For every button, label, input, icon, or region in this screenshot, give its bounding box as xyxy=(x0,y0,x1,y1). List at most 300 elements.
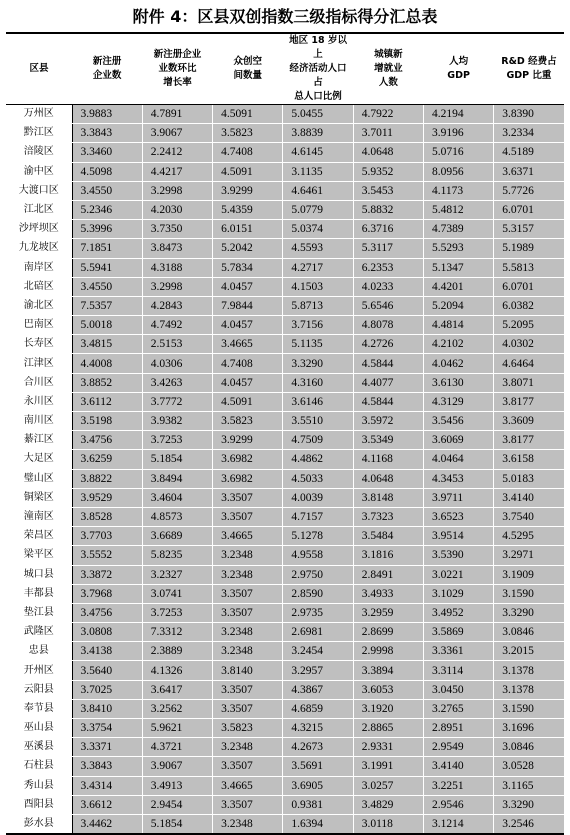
score-cell: 3.6612 xyxy=(72,795,142,814)
district-name-cell: 大渡口区 xyxy=(6,181,72,200)
score-cell: 4.2194 xyxy=(423,105,493,124)
table-row xyxy=(6,738,564,757)
score-cell: 5.3157 xyxy=(494,220,564,239)
table-row xyxy=(6,143,564,162)
district-name-cell: 石柱县 xyxy=(6,757,72,776)
score-cell: 2.6981 xyxy=(283,623,353,642)
score-cell: 3.4756 xyxy=(72,603,142,622)
score-cell: 3.5823 xyxy=(213,124,283,143)
score-cell: 3.5823 xyxy=(213,412,283,431)
score-cell: 3.3371 xyxy=(72,738,142,757)
score-cell: 7.5357 xyxy=(72,296,142,315)
score-cell: 3.3843 xyxy=(72,757,142,776)
score-cell: 6.0151 xyxy=(213,220,283,239)
score-cell: 5.2042 xyxy=(213,239,283,258)
score-cell: 2.5153 xyxy=(142,335,212,354)
score-cell: 8.0956 xyxy=(423,162,493,181)
score-cell: 3.3507 xyxy=(213,757,283,776)
score-cell: 6.0382 xyxy=(494,296,564,315)
header-cell-gdp-per-capita: 人均 GDP xyxy=(423,33,493,105)
table-row xyxy=(6,450,564,469)
score-cell: 2.9750 xyxy=(283,565,353,584)
score-cell: 3.4665 xyxy=(213,527,283,546)
score-cell: 4.0648 xyxy=(353,143,423,162)
score-cell: 4.3721 xyxy=(142,738,212,757)
score-cell: 3.6146 xyxy=(283,392,353,411)
score-cell: 4.7408 xyxy=(213,143,283,162)
score-cell: 2.8865 xyxy=(353,719,423,738)
score-cell: 3.2765 xyxy=(423,699,493,718)
score-cell: 2.9549 xyxy=(423,738,493,757)
score-cell: 3.6130 xyxy=(423,373,493,392)
score-cell: 5.8832 xyxy=(353,200,423,219)
score-cell: 2.3889 xyxy=(142,642,212,661)
table-row xyxy=(6,354,564,373)
score-cell: 2.2412 xyxy=(142,143,212,162)
score-cell: 3.9299 xyxy=(213,181,283,200)
district-name-cell: 开州区 xyxy=(6,661,72,680)
score-cell: 4.3160 xyxy=(283,373,353,392)
score-cell: 3.1135 xyxy=(283,162,353,181)
district-name-cell: 彭水县 xyxy=(6,814,72,834)
score-cell: 4.4217 xyxy=(142,162,212,181)
score-cell: 6.0701 xyxy=(494,277,564,296)
table-row xyxy=(6,680,564,699)
table-row xyxy=(6,507,564,526)
district-name-cell: 巴南区 xyxy=(6,316,72,335)
score-cell: 3.3507 xyxy=(213,680,283,699)
score-cell: 3.8410 xyxy=(72,699,142,718)
score-cell: 6.0701 xyxy=(494,200,564,219)
score-cell: 3.1165 xyxy=(494,776,564,795)
score-cell: 3.8148 xyxy=(353,488,423,507)
district-name-cell: 巫溪县 xyxy=(6,738,72,757)
score-cell: 5.3117 xyxy=(353,239,423,258)
score-cell: 3.2971 xyxy=(494,546,564,565)
score-cell: 3.3507 xyxy=(213,699,283,718)
score-cell: 3.3507 xyxy=(213,603,283,622)
score-cell: 5.1135 xyxy=(283,335,353,354)
score-cell: 3.9711 xyxy=(423,488,493,507)
header-row xyxy=(6,33,564,105)
score-cell: 3.6982 xyxy=(213,469,283,488)
score-cell: 4.7157 xyxy=(283,507,353,526)
header-cell-district: 区县 xyxy=(6,33,72,105)
score-cell: 3.1909 xyxy=(494,565,564,584)
district-name-cell: 南川区 xyxy=(6,412,72,431)
score-cell: 3.3872 xyxy=(72,565,142,584)
score-cell: 3.1696 xyxy=(494,719,564,738)
score-cell: 3.4462 xyxy=(72,814,142,834)
score-cell: 3.0528 xyxy=(494,757,564,776)
score-cell: 3.2348 xyxy=(213,814,283,834)
district-name-cell: 大足区 xyxy=(6,450,72,469)
score-cell: 4.3188 xyxy=(142,258,212,277)
score-cell: 4.7922 xyxy=(353,105,423,124)
score-cell: 3.3843 xyxy=(72,124,142,143)
score-cell: 2.8951 xyxy=(423,719,493,738)
score-cell: 4.5189 xyxy=(494,143,564,162)
score-cell: 3.2348 xyxy=(213,642,283,661)
score-cell: 3.7253 xyxy=(142,603,212,622)
score-cell: 2.8590 xyxy=(283,584,353,603)
district-name-cell: 巫山县 xyxy=(6,719,72,738)
score-cell: 3.3114 xyxy=(423,661,493,680)
score-cell: 3.3361 xyxy=(423,642,493,661)
score-cell: 4.5844 xyxy=(353,354,423,373)
district-name-cell: 万州区 xyxy=(6,105,72,124)
table-row xyxy=(6,162,564,181)
header-cell-new-employment: 城镇新 增就业 人数 xyxy=(353,33,423,105)
score-cell: 4.1168 xyxy=(353,450,423,469)
table-row xyxy=(6,814,564,834)
table-row xyxy=(6,181,564,200)
score-cell: 3.5198 xyxy=(72,412,142,431)
score-cell: 3.4665 xyxy=(213,335,283,354)
score-cell: 4.5091 xyxy=(213,392,283,411)
score-cell: 5.6546 xyxy=(353,296,423,315)
score-cell: 3.7703 xyxy=(72,527,142,546)
score-cell: 5.9352 xyxy=(353,162,423,181)
score-cell: 3.4815 xyxy=(72,335,142,354)
score-cell: 4.5593 xyxy=(283,239,353,258)
score-cell: 3.7540 xyxy=(494,507,564,526)
score-cell: 3.4550 xyxy=(72,277,142,296)
score-cell: 3.1214 xyxy=(423,814,493,834)
score-cell: 3.5484 xyxy=(353,527,423,546)
district-name-cell: 沙坪坝区 xyxy=(6,220,72,239)
table-row xyxy=(6,546,564,565)
score-cell: 3.2546 xyxy=(494,814,564,834)
score-cell: 3.2015 xyxy=(494,642,564,661)
score-cell: 3.4140 xyxy=(423,757,493,776)
score-cell: 3.4829 xyxy=(353,795,423,814)
score-cell: 3.2957 xyxy=(283,661,353,680)
district-name-cell: 铜梁区 xyxy=(6,488,72,507)
table-row xyxy=(6,431,564,450)
score-cell: 3.4913 xyxy=(142,776,212,795)
score-cell: 5.2094 xyxy=(423,296,493,315)
score-cell: 3.8177 xyxy=(494,431,564,450)
district-name-cell: 永川区 xyxy=(6,392,72,411)
score-cell: 4.0464 xyxy=(423,450,493,469)
score-cell: 4.2843 xyxy=(142,296,212,315)
score-cell: 4.7891 xyxy=(142,105,212,124)
header-cell-new-enterprises: 新注册 企业数 xyxy=(72,33,142,105)
district-name-cell: 璧山区 xyxy=(6,469,72,488)
score-cell: 4.2030 xyxy=(142,200,212,219)
table-row xyxy=(6,296,564,315)
score-cell: 3.8140 xyxy=(213,661,283,680)
score-cell: 4.0039 xyxy=(283,488,353,507)
district-name-cell: 云阳县 xyxy=(6,680,72,699)
score-cell: 3.8390 xyxy=(494,105,564,124)
score-cell: 4.0462 xyxy=(423,354,493,373)
score-cell: 3.8177 xyxy=(494,392,564,411)
score-cell: 3.3507 xyxy=(213,507,283,526)
score-cell: 3.8071 xyxy=(494,373,564,392)
table-row xyxy=(6,200,564,219)
score-cell: 3.5552 xyxy=(72,546,142,565)
score-cell: 4.4201 xyxy=(423,277,493,296)
score-cell: 3.6905 xyxy=(283,776,353,795)
score-cell: 3.3894 xyxy=(353,661,423,680)
district-name-cell: 江津区 xyxy=(6,354,72,373)
score-cell: 3.3460 xyxy=(72,143,142,162)
score-cell: 3.6982 xyxy=(213,450,283,469)
score-cell: 4.0302 xyxy=(494,335,564,354)
score-cell: 4.5295 xyxy=(494,527,564,546)
score-cell: 4.7492 xyxy=(142,316,212,335)
district-name-cell: 垫江县 xyxy=(6,603,72,622)
score-cell: 3.5640 xyxy=(72,661,142,680)
score-cell: 3.2998 xyxy=(142,181,212,200)
score-cell: 3.4138 xyxy=(72,642,142,661)
score-cell: 4.6464 xyxy=(494,354,564,373)
score-cell: 3.8528 xyxy=(72,507,142,526)
score-cell: 3.8494 xyxy=(142,469,212,488)
score-cell: 3.1590 xyxy=(494,584,564,603)
score-cell: 3.5972 xyxy=(353,412,423,431)
score-cell: 3.4665 xyxy=(213,776,283,795)
score-cell: 3.1920 xyxy=(353,699,423,718)
score-cell: 3.1991 xyxy=(353,757,423,776)
score-cell: 5.0455 xyxy=(283,105,353,124)
score-cell: 3.4550 xyxy=(72,181,142,200)
score-cell: 4.9558 xyxy=(283,546,353,565)
score-cell: 3.6689 xyxy=(142,527,212,546)
score-cell: 4.0457 xyxy=(213,277,283,296)
district-name-cell: 北碚区 xyxy=(6,277,72,296)
score-cell: 4.4862 xyxy=(283,450,353,469)
score-cell: 3.5510 xyxy=(283,412,353,431)
score-cell: 3.6053 xyxy=(353,680,423,699)
score-cell: 3.4314 xyxy=(72,776,142,795)
score-cell: 3.6112 xyxy=(72,392,142,411)
score-cell: 5.4812 xyxy=(423,200,493,219)
score-cell: 3.4604 xyxy=(142,488,212,507)
score-cell: 1.6394 xyxy=(283,814,353,834)
score-cell: 4.7389 xyxy=(423,220,493,239)
table-body xyxy=(6,105,564,835)
score-cell: 5.1278 xyxy=(283,527,353,546)
score-cell: 5.3996 xyxy=(72,220,142,239)
score-cell: 5.4359 xyxy=(213,200,283,219)
score-cell: 4.5091 xyxy=(213,162,283,181)
score-cell: 3.7350 xyxy=(142,220,212,239)
score-cell: 4.7509 xyxy=(283,431,353,450)
score-cell: 3.1816 xyxy=(353,546,423,565)
score-cell: 4.0457 xyxy=(213,373,283,392)
table-row xyxy=(6,469,564,488)
district-name-cell: 丰都县 xyxy=(6,584,72,603)
score-cell: 3.4756 xyxy=(72,431,142,450)
score-cell: 3.5456 xyxy=(423,412,493,431)
score-cell: 3.3754 xyxy=(72,719,142,738)
score-cell: 4.0306 xyxy=(142,354,212,373)
header-cell-maker-spaces: 众创空 间数量 xyxy=(213,33,283,105)
table-row xyxy=(6,719,564,738)
score-cell: 3.9883 xyxy=(72,105,142,124)
score-cell: 5.1854 xyxy=(142,814,212,834)
score-cell: 3.7253 xyxy=(142,431,212,450)
score-cell: 4.2717 xyxy=(283,258,353,277)
document-title: 附件 4：区县双创指数三级指标得分汇总表 xyxy=(132,7,438,26)
score-cell: 3.0221 xyxy=(423,565,493,584)
score-cell: 3.6069 xyxy=(423,431,493,450)
score-cell: 3.9382 xyxy=(142,412,212,431)
score-cell: 4.0648 xyxy=(353,469,423,488)
score-cell: 4.4008 xyxy=(72,354,142,373)
header-cell-enterprise-growth: 新注册企业 业数环比 增长率 xyxy=(142,33,212,105)
score-cell: 3.9299 xyxy=(213,431,283,450)
score-cell: 5.0779 xyxy=(283,200,353,219)
score-cell: 3.2998 xyxy=(142,277,212,296)
score-cell: 3.5453 xyxy=(353,181,423,200)
score-cell: 3.5349 xyxy=(353,431,423,450)
score-cell: 4.6145 xyxy=(283,143,353,162)
score-cell: 3.4952 xyxy=(423,603,493,622)
score-cell: 3.4263 xyxy=(142,373,212,392)
score-cell: 3.6523 xyxy=(423,507,493,526)
table-row xyxy=(6,776,564,795)
score-cell: 3.6371 xyxy=(494,162,564,181)
score-cell: 5.0374 xyxy=(283,220,353,239)
district-name-cell: 城口县 xyxy=(6,565,72,584)
score-table xyxy=(6,32,564,835)
score-cell: 5.5813 xyxy=(494,258,564,277)
score-cell: 5.1347 xyxy=(423,258,493,277)
score-cell: 3.0846 xyxy=(494,738,564,757)
score-cell: 4.4077 xyxy=(353,373,423,392)
district-name-cell: 九龙坡区 xyxy=(6,239,72,258)
score-cell: 3.0257 xyxy=(353,776,423,795)
score-cell: 3.5691 xyxy=(283,757,353,776)
district-name-cell: 忠县 xyxy=(6,642,72,661)
score-cell: 4.5033 xyxy=(283,469,353,488)
district-name-cell: 梁平区 xyxy=(6,546,72,565)
score-cell: 6.3716 xyxy=(353,220,423,239)
score-cell: 3.1378 xyxy=(494,680,564,699)
score-cell: 3.0450 xyxy=(423,680,493,699)
score-cell: 4.1326 xyxy=(142,661,212,680)
score-cell: 3.6259 xyxy=(72,450,142,469)
score-cell: 3.2959 xyxy=(353,603,423,622)
score-cell: 3.7968 xyxy=(72,584,142,603)
table-row xyxy=(6,661,564,680)
district-name-cell: 渝北区 xyxy=(6,296,72,315)
score-cell: 4.8573 xyxy=(142,507,212,526)
table-row xyxy=(6,527,564,546)
score-cell: 3.1029 xyxy=(423,584,493,603)
score-cell: 3.3507 xyxy=(213,795,283,814)
score-cell: 5.9621 xyxy=(142,719,212,738)
score-cell: 3.9067 xyxy=(142,757,212,776)
score-cell: 4.6859 xyxy=(283,699,353,718)
score-cell: 5.0018 xyxy=(72,316,142,335)
score-cell: 3.6417 xyxy=(142,680,212,699)
score-cell: 2.8491 xyxy=(353,565,423,584)
score-cell: 3.4933 xyxy=(353,584,423,603)
table-row xyxy=(6,124,564,143)
score-cell: 4.0457 xyxy=(213,316,283,335)
score-cell: 3.9514 xyxy=(423,527,493,546)
score-cell: 3.1590 xyxy=(494,699,564,718)
table-row xyxy=(6,795,564,814)
district-name-cell: 綦江区 xyxy=(6,431,72,450)
table-row xyxy=(6,412,564,431)
score-cell: 3.3507 xyxy=(213,584,283,603)
score-cell: 4.2673 xyxy=(283,738,353,757)
table-row xyxy=(6,699,564,718)
score-cell: 4.1503 xyxy=(283,277,353,296)
score-cell: 2.9331 xyxy=(353,738,423,757)
table-header xyxy=(6,33,564,105)
score-cell: 4.3453 xyxy=(423,469,493,488)
score-cell: 4.7408 xyxy=(213,354,283,373)
score-cell: 7.3312 xyxy=(142,623,212,642)
table-row xyxy=(6,757,564,776)
score-cell: 3.3507 xyxy=(213,488,283,507)
district-name-cell: 江北区 xyxy=(6,200,72,219)
score-cell: 5.5293 xyxy=(423,239,493,258)
table-row xyxy=(6,584,564,603)
score-cell: 3.0808 xyxy=(72,623,142,642)
table-row xyxy=(6,220,564,239)
score-cell: 5.8713 xyxy=(283,296,353,315)
score-cell: 3.9196 xyxy=(423,124,493,143)
score-cell: 4.5844 xyxy=(353,392,423,411)
score-cell: 4.3129 xyxy=(423,392,493,411)
score-cell: 5.2346 xyxy=(72,200,142,219)
header-cell-active-population: 地区 18 岁以上 经济活动人口占 总人口比例 xyxy=(283,33,353,105)
score-cell: 3.2334 xyxy=(494,124,564,143)
score-cell: 3.7025 xyxy=(72,680,142,699)
score-cell: 3.3290 xyxy=(283,354,353,373)
score-cell: 3.0741 xyxy=(142,584,212,603)
table-row xyxy=(6,623,564,642)
score-cell: 3.8822 xyxy=(72,469,142,488)
score-cell: 3.3609 xyxy=(494,412,564,431)
score-cell: 4.4814 xyxy=(423,316,493,335)
district-name-cell: 涪陵区 xyxy=(6,143,72,162)
score-cell: 0.9381 xyxy=(283,795,353,814)
score-cell: 3.7011 xyxy=(353,124,423,143)
table-row xyxy=(6,642,564,661)
score-cell: 3.6158 xyxy=(494,450,564,469)
table-row xyxy=(6,392,564,411)
score-cell: 2.9454 xyxy=(142,795,212,814)
score-cell: 3.2327 xyxy=(142,565,212,584)
score-cell: 4.0233 xyxy=(353,277,423,296)
score-cell: 5.7726 xyxy=(494,181,564,200)
score-cell: 3.9529 xyxy=(72,488,142,507)
score-cell: 3.8839 xyxy=(283,124,353,143)
district-name-cell: 秀山县 xyxy=(6,776,72,795)
table-row xyxy=(6,239,564,258)
score-cell: 2.9735 xyxy=(283,603,353,622)
score-cell: 3.7772 xyxy=(142,392,212,411)
score-cell: 5.8235 xyxy=(142,546,212,565)
table-row xyxy=(6,335,564,354)
district-name-cell: 武隆区 xyxy=(6,623,72,642)
score-cell: 5.1854 xyxy=(142,450,212,469)
score-cell: 2.9998 xyxy=(353,642,423,661)
score-cell: 5.0183 xyxy=(494,469,564,488)
district-name-cell: 酉阳县 xyxy=(6,795,72,814)
score-cell: 4.2102 xyxy=(423,335,493,354)
table-row xyxy=(6,258,564,277)
